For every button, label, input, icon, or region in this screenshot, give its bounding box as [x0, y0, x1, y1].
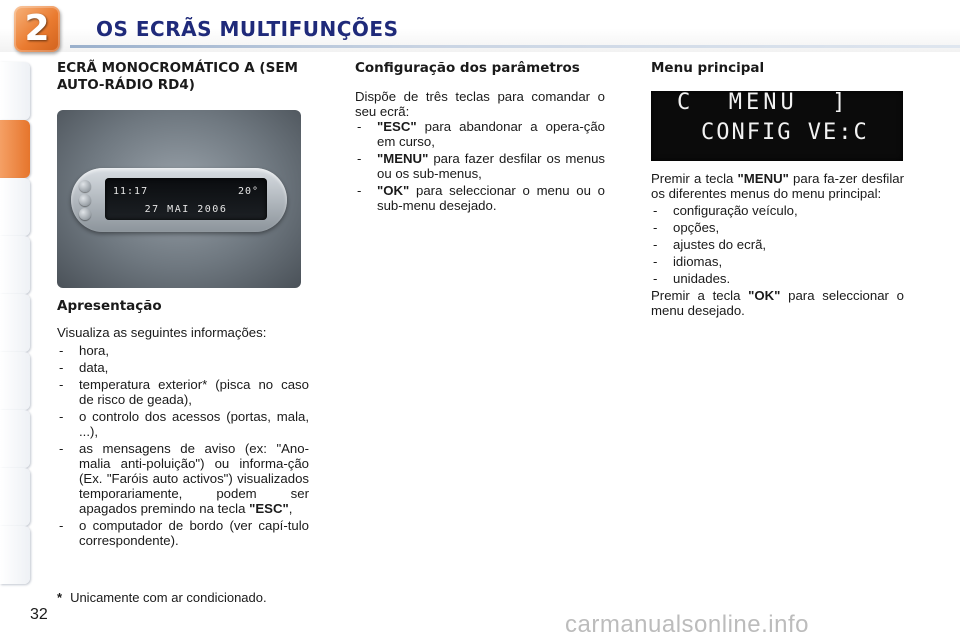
list-item-text: as mensagens de aviso (ex: "Ano-malia anti-poluição") ou informa-ção (Ex. "Faróis auto activos") visualizados temporariamente, podem ser apagados premindo na tecla [79, 441, 309, 516]
footnote-text: Unicamente com ar condicionado. [70, 590, 267, 605]
list-item: - temperatura exterior* (pisca no caso de risco de geada), [57, 377, 309, 407]
chapter-tab-8[interactable] [0, 468, 30, 526]
list-item: - data, [57, 360, 309, 375]
display-photo [57, 110, 301, 288]
list-item [355, 151, 605, 181]
watermark: carmanualsonline.info [565, 611, 809, 638]
page-number: 32 [30, 606, 48, 623]
configuration-intro: Dispõe de três teclas para comandar o seu ecrã: [355, 89, 605, 119]
chapter-number: 2 [24, 8, 50, 49]
list-item [57, 441, 309, 516]
key-label: "OK" [377, 183, 410, 198]
display-button-icon [79, 180, 91, 192]
page-header [0, 0, 960, 52]
key-label: "MENU" [377, 151, 429, 166]
display-date: 27 MAI 2006 [144, 204, 228, 215]
section-heading-presentation: Apresentação [57, 298, 162, 314]
lcd-menu-display [651, 91, 903, 161]
header-rule [70, 45, 960, 48]
display-button-icon [79, 208, 91, 220]
ok-key-label: "OK" [748, 288, 781, 303]
list-item: - configuração veículo, [651, 203, 904, 218]
chapter-tab-5[interactable] [0, 294, 30, 352]
footnote-marker: * [57, 590, 63, 605]
chapter-tab-1[interactable] [0, 62, 30, 120]
presentation-intro: Visualiza as seguintes informações: [57, 325, 267, 340]
main-menu-list [651, 203, 904, 286]
page-title: OS ECRÃS MULTIFUNÇÕES [96, 17, 399, 41]
paragraph-text: Premir a tecla [651, 288, 749, 303]
section-heading-monochrome-screen: ECRÃ MONOCROMÁTICO A (SEM AUTO-RÁDIO RD4) [57, 60, 298, 93]
chapter-tab-6[interactable] [0, 352, 30, 410]
display-time: 11:17 [113, 186, 149, 197]
list-item: - idiomas, [651, 254, 904, 269]
list-item [355, 119, 605, 149]
chapter-tab-3[interactable] [0, 178, 30, 236]
list-item: - hora, [57, 343, 309, 358]
key-description: para abandonar a opera-ção em curso, [377, 119, 605, 149]
main-menu-outro [651, 288, 904, 318]
chapter-tab-2-active[interactable] [0, 120, 30, 178]
paragraph-text: para seleccionar o menu desejado. [651, 288, 904, 318]
chapter-tab-rail [0, 62, 34, 582]
list-item [355, 183, 605, 213]
key-description: para fazer desfilar os menus ou os sub-menus, [377, 151, 605, 181]
list-item: - ajustes do ecrã, [651, 237, 904, 252]
chapter-tab-4[interactable] [0, 236, 30, 294]
middle-column [355, 60, 605, 213]
chapter-badge [14, 6, 60, 52]
display-screen [105, 178, 267, 220]
paragraph-text: para fa-zer desfilar os diferentes menus do menu principal: [651, 171, 904, 201]
key-label: "ESC" [377, 119, 417, 134]
footnote [57, 590, 267, 605]
chapter-tab-7[interactable] [0, 410, 30, 468]
list-item: - unidades. [651, 271, 904, 286]
main-menu-intro [651, 171, 904, 201]
left-column [57, 60, 309, 548]
section-heading-configuration: Configuração dos parâmetros [355, 60, 580, 76]
display-button-icon [79, 194, 91, 206]
list-item-text: , [288, 501, 293, 516]
menu-key-label: "MENU" [737, 171, 789, 186]
configuration-key-list [355, 119, 605, 213]
chapter-tab-9[interactable] [0, 526, 30, 584]
presentation-list [57, 343, 309, 548]
section-heading-main-menu: Menu principal [651, 60, 765, 76]
list-item: - opções, [651, 220, 904, 235]
list-item: - o controlo dos acessos (portas, mala, ...), [57, 409, 309, 439]
lcd-line-menu: C MENU ] [677, 90, 850, 115]
esc-key-label: "ESC" [249, 501, 289, 516]
right-column [651, 60, 904, 318]
key-description: para seleccionar o menu ou o sub-menu desejado. [377, 183, 605, 213]
lcd-line-config: CONFIG VE:C [701, 120, 869, 145]
list-item: - o computador de bordo (ver capí-tulo correspondente). [57, 518, 309, 548]
paragraph-text: Premir a tecla [651, 171, 738, 186]
display-temperature: 20° [237, 186, 259, 197]
